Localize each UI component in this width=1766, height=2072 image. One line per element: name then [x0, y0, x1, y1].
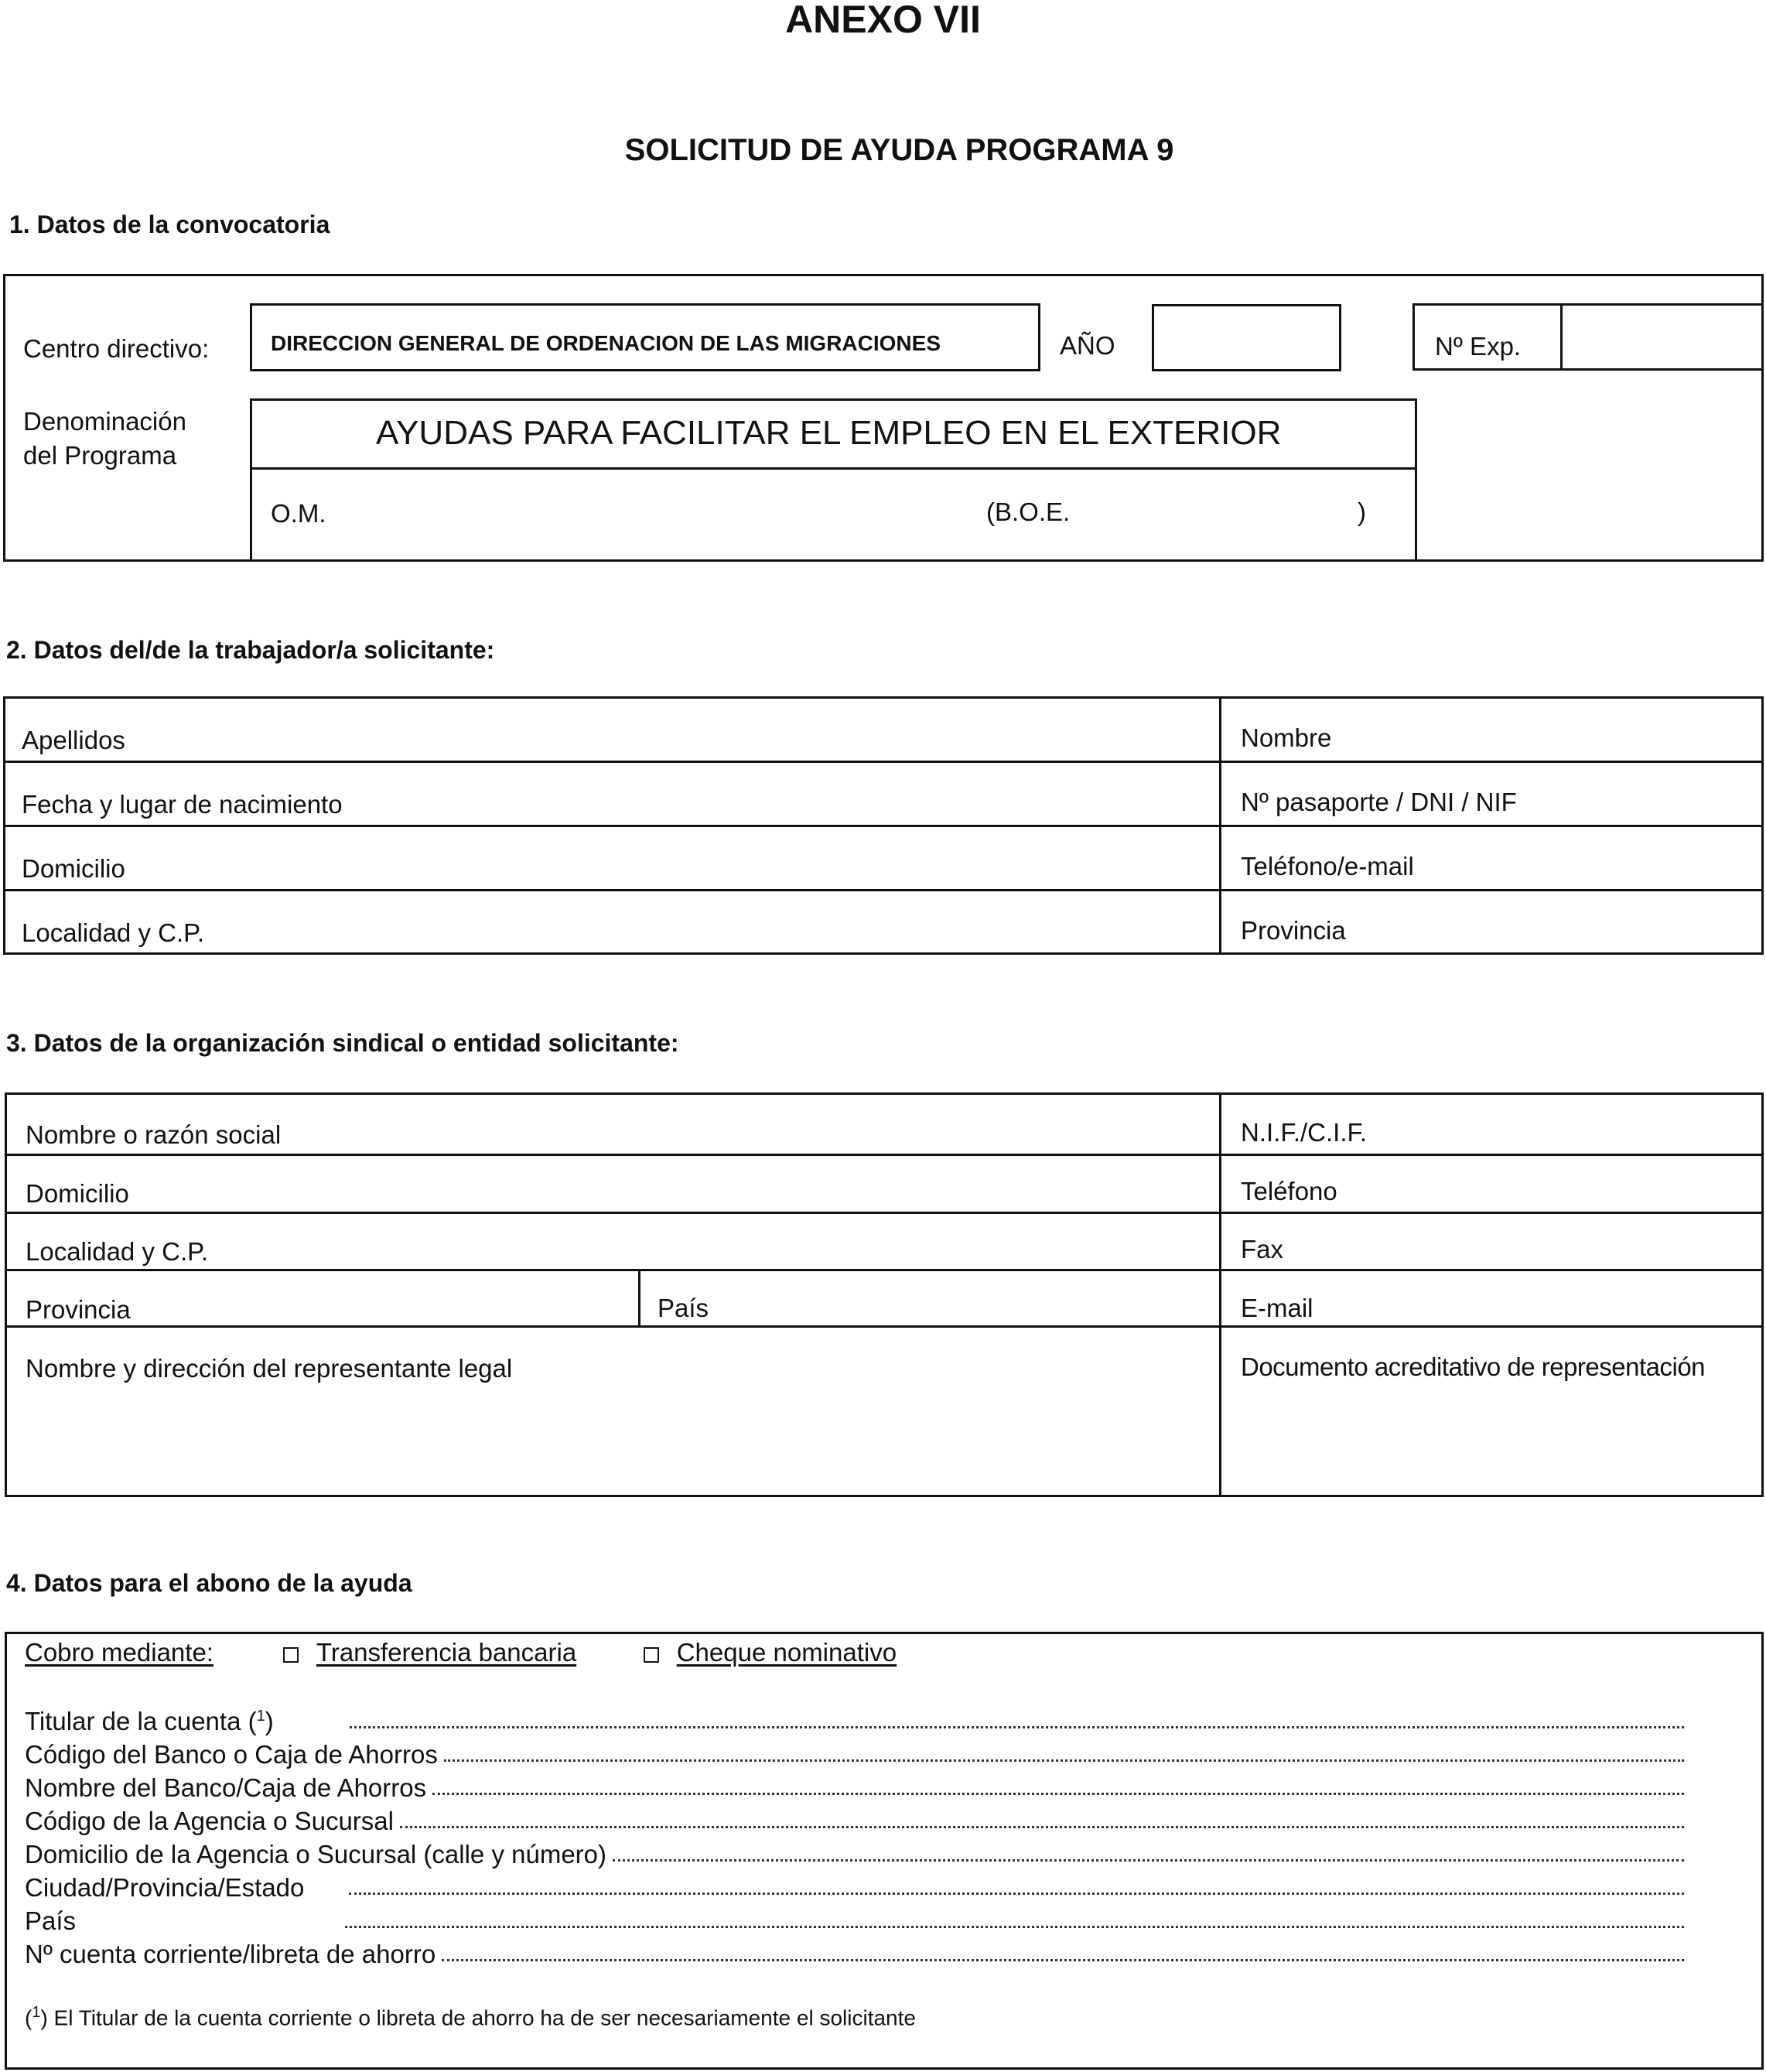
domicilio-field[interactable]: Domicilio [22, 854, 125, 883]
fax-field[interactable]: Fax [1241, 1235, 1284, 1263]
apellidos-field[interactable]: Apellidos [22, 726, 125, 754]
entidad-localidad-field[interactable]: Localidad y C.P. [26, 1237, 209, 1266]
programa-value: AYUDAS PARA FACILITAR EL EMPLEO EN EL EXTERIOR [376, 414, 1282, 452]
codigo-agencia-row[interactable] [25, 1802, 1684, 1836]
cobro-label: Cobro mediante: [25, 1638, 213, 1667]
titular-close: ) [265, 1707, 274, 1735]
footnote-ref: 1 [256, 1708, 265, 1725]
nombre-field[interactable]: Nombre [1241, 723, 1332, 752]
codigo-agencia-dots [400, 1826, 1684, 1828]
representante-field[interactable]: Nombre y dirección del representante legal [26, 1354, 513, 1383]
section3-heading: 3. Datos de la organización sindical o entidad solicitante: [6, 1029, 679, 1057]
codigo-agencia-label: Código de la Agencia o Sucursal [25, 1807, 394, 1835]
boe-open: (B.O.E. [986, 497, 1071, 526]
cuenta-dots [442, 1959, 1684, 1961]
om-label: O.M. [271, 499, 326, 528]
cuenta-label: Nº cuenta corriente/libreta de ahorro [25, 1940, 436, 1968]
razon-social-field[interactable]: Nombre o razón social [26, 1120, 282, 1149]
ano-field[interactable] [1152, 304, 1341, 371]
ciudad-row[interactable] [25, 1869, 1684, 1903]
domicilio-agencia-row[interactable] [25, 1835, 1684, 1869]
titular-row[interactable] [25, 1702, 1684, 1736]
section2-heading: 2. Datos del/de la trabajador/a solicitante: [6, 636, 495, 664]
localidad-field[interactable]: Localidad y C.P. [22, 918, 205, 947]
centro-label: Centro directivo: [23, 334, 210, 363]
titular-dots [350, 1726, 1684, 1728]
entidad-telefono-field[interactable]: Teléfono [1241, 1177, 1337, 1205]
cheque-checkbox[interactable] [644, 1647, 659, 1663]
denominacion-label-2: del Programa [23, 441, 177, 470]
pais-banco-dots [345, 1926, 1684, 1928]
documento-field[interactable]: Documento acreditativo de representación [1241, 1352, 1706, 1381]
ano-label: AÑO [1060, 331, 1115, 360]
annex-title: ANEXO VII [785, 0, 981, 41]
nombre-banco-row[interactable] [25, 1769, 1684, 1803]
cheque-option-label[interactable]: Cheque nominativo [676, 1638, 897, 1667]
codigo-banco-row[interactable] [25, 1735, 1684, 1769]
nombre-banco-dots [432, 1793, 1684, 1795]
cobro-row [25, 1638, 897, 1667]
footnote-open: ( [25, 2005, 32, 2030]
centro-value: DIRECCION GENERAL DE ORDENACION DE LAS MIGRACIONES [271, 331, 941, 355]
footnote-mark: 1 [32, 2004, 41, 2021]
footnote-text: ) El Titular de la cuenta corriente o libreta de ahorro ha de ser necesariamente el solicitante [40, 2005, 916, 2030]
form-title: SOLICITUD DE AYUDA PROGRAMA 9 [624, 133, 1174, 167]
footnote [25, 2004, 916, 2030]
nif-field[interactable]: N.I.F./C.I.F. [1241, 1118, 1368, 1147]
telefono-email-field[interactable]: Teléfono/e-mail [1241, 852, 1414, 880]
entidad-provincia-field[interactable]: Provincia [26, 1295, 131, 1324]
transfer-option-label[interactable]: Transferencia bancaria [316, 1638, 577, 1667]
cuenta-row[interactable] [25, 1935, 1684, 1969]
transfer-checkbox[interactable] [283, 1647, 299, 1663]
codigo-banco-dots [444, 1759, 1684, 1762]
entidad-domicilio-field[interactable]: Domicilio [26, 1179, 129, 1208]
domicilio-agencia-dots [613, 1859, 1684, 1862]
domicilio-agencia-label: Domicilio de la Agencia o Sucursal (calle y número) [25, 1840, 607, 1869]
pais-banco-row[interactable] [25, 1902, 1684, 1936]
denominacion-label-1: Denominación [23, 407, 186, 436]
boe-close: ) [1358, 497, 1366, 526]
section4-heading: 4. Datos para el abono de la ayuda [6, 1569, 412, 1597]
pais-banco-label: País [25, 1906, 77, 1935]
pasaporte-field[interactable]: Nº pasaporte / DNI / NIF [1241, 788, 1517, 816]
ciudad-dots [349, 1892, 1684, 1895]
provincia-field[interactable]: Provincia [1241, 916, 1346, 945]
codigo-banco-label: Código del Banco o Caja de Ahorros [25, 1740, 438, 1769]
nacimiento-field[interactable]: Fecha y lugar de nacimiento [22, 790, 343, 819]
entidad-email-field[interactable]: E-mail [1241, 1294, 1313, 1322]
exp-label: Nº Exp. [1435, 332, 1522, 361]
titular-label: Titular de la cuenta ( [25, 1707, 257, 1735]
nombre-banco-label: Nombre del Banco/Caja de Ahorros [25, 1773, 427, 1802]
pais-field[interactable]: País [658, 1294, 709, 1322]
ciudad-label: Ciudad/Provincia/Estado [25, 1873, 305, 1902]
section1-heading: 1. Datos de la convocatoria [9, 210, 330, 238]
